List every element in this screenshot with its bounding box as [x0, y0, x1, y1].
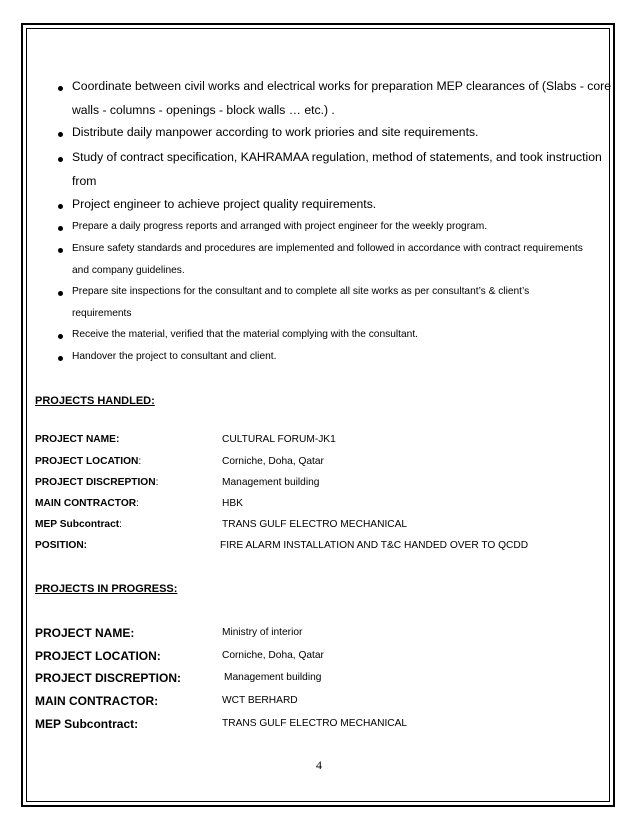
list-item-text: Prepare site inspections for the consultant and to complete all site works as per consultant’s & client’s	[72, 286, 530, 297]
bullet-icon	[58, 291, 63, 296]
list-item-text: requirements	[72, 308, 132, 319]
project-label: POSITION:	[35, 540, 88, 551]
project-value: TRANS GULF ELECTRO MECHANICAL	[222, 519, 408, 530]
list-item-text: Coordinate between civil works and electrical works for preparation MEP clearances of (Slabs - core	[72, 79, 611, 93]
bullet-icon	[58, 248, 63, 253]
bullet-icon	[58, 204, 63, 209]
bullet-icon	[58, 86, 63, 91]
bullet-icon	[58, 132, 63, 137]
project-value: FIRE ALARM INSTALLATION AND T&C HANDED OVER TO QCDD	[220, 540, 529, 551]
project-label: PROJECT DISCREPTION:	[35, 671, 182, 685]
project-value: Management building	[224, 672, 322, 683]
page-number: 4	[316, 758, 322, 772]
project-label: PROJECT DISCREPTION:	[35, 477, 159, 488]
list-item-text: walls - columns - openings - block walls … etc.) .	[72, 103, 335, 117]
list-item-text: and company guidelines.	[72, 265, 185, 276]
project-label: PROJECT LOCATION:	[35, 456, 142, 467]
list-item-text: Project engineer to achieve project quality requirements.	[72, 197, 377, 211]
project-value: Management building	[222, 477, 320, 488]
page-border-inner	[26, 28, 610, 802]
list-item-text: Handover the project to consultant and client.	[72, 351, 277, 362]
project-value: Ministry of interior	[222, 627, 303, 638]
project-label: MAIN CONTRACTOR:	[35, 694, 159, 708]
project-label: MEP Subcontract:	[35, 519, 122, 530]
bullet-icon	[58, 356, 63, 361]
list-item-text: from	[72, 174, 97, 188]
bullet-icon	[58, 157, 63, 162]
list-item-text: Study of contract specification, KAHRAMAA regulation, method of statements, and took instruction	[72, 150, 602, 164]
project-label: PROJECT LOCATION:	[35, 649, 161, 663]
list-item-text: Prepare a daily progress reports and arranged with project engineer for the weekly program.	[72, 221, 488, 232]
list-item-text: Distribute daily manpower according to work priories and site requirements.	[72, 125, 479, 139]
project-value: CULTURAL FORUM-JK1	[222, 434, 336, 445]
bullet-icon	[58, 334, 63, 339]
project-label: PROJECT NAME:	[35, 434, 120, 445]
project-value: WCT BERHARD	[222, 695, 298, 706]
project-label: MAIN CONTRACTOR:	[35, 498, 139, 509]
projects-handled-heading: PROJECTS HANDLED:	[35, 395, 155, 407]
project-value: Corniche, Doha, Qatar	[222, 650, 324, 661]
projects-in-progress-heading: PROJECTS IN PROGRESS:	[35, 583, 178, 595]
list-item-text: Receive the material, verified that the material complying with the consultant.	[72, 329, 418, 340]
list-item-text: Ensure safety standards and procedures are implemented and followed in accordance with contract requirements	[72, 243, 583, 254]
project-label: PROJECT NAME:	[35, 626, 135, 640]
bullet-icon	[58, 226, 63, 231]
project-value: Corniche, Doha, Qatar	[222, 456, 324, 467]
project-label: MEP Subcontract:	[35, 717, 139, 731]
project-value: TRANS GULF ELECTRO MECHANICAL	[222, 718, 408, 729]
project-value: HBK	[222, 498, 243, 509]
